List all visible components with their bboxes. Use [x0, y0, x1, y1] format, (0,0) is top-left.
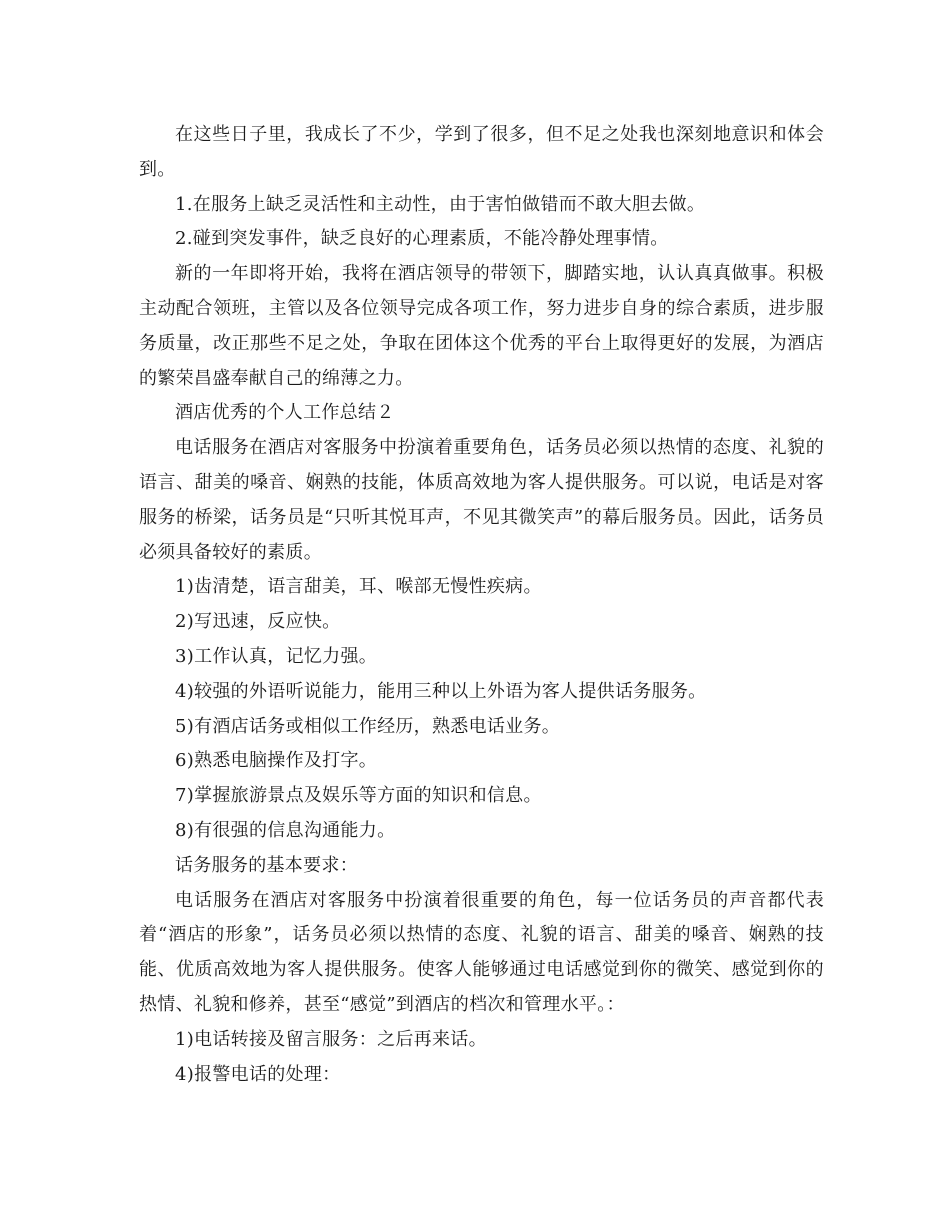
- list-item-transfer-message: 1)电话转接及留言服务：之后再来话。: [175, 1028, 487, 1050]
- paragraph-phone-service-detail: 电话服务在酒店对客服务中扮演着很重要的角色，每一位话务员的声音都代表着“酒店的形象”，话务员必须以热情的态度、礼貌的语言、甜美的嗓音、娴熟的技能、优质高效地为客人提供服务。使客人能够通过电话感觉到你的微笑、感觉到你的热情、礼貌和修养，甚至“感觉”到酒店的档次和管理水平。：: [139, 889, 824, 1015]
- document-body: [139, 118, 824, 1092]
- paragraph-shortcoming-1: 1.在服务上缺乏灵活性和主动性，由于害怕做错而不敢大胆去做。: [175, 193, 706, 215]
- paragraph-shortcoming-2: 2.碰到突发事件，缺乏良好的心理素质，不能冷静处理事情。: [175, 228, 669, 250]
- list-item-emergency-call: 4)报警电话的处理：: [175, 1063, 341, 1085]
- section-heading-summary-2: 酒店优秀的个人工作总结２: [175, 402, 395, 424]
- list-item-requirement-7: 7)掌握旅游景点及娱乐等方面的知识和信息。: [175, 785, 542, 807]
- list-item-requirement-3: 3)工作认真，记忆力强。: [175, 645, 378, 667]
- paragraph-reflection-intro: 在这些日子里，我成长了不少，学到了很多，但不足之处我也深刻地意识和体会到。: [139, 124, 824, 180]
- list-item-requirement-8: 8)有很强的信息沟通能力。: [175, 819, 396, 841]
- list-item-requirement-6: 6)熟悉电脑操作及打字。: [175, 750, 378, 772]
- paragraph-phone-service-intro: 电话服务在酒店对客服务中扮演着重要角色，话务员必须以热情的态度、礼貌的语言、甜美的嗓音、娴熟的技能，体质高效地为客人提供服务。可以说，电话是对客服务的桥梁，话务员是“只听其悦耳声，不见其微笑声”的幕后服务员。因此，话务员必须具备较好的素质。: [139, 437, 824, 563]
- list-item-requirement-4: 4)较强的外语听说能力，能用三种以上外语为客人提供话务服务。: [175, 680, 707, 702]
- list-item-requirement-1: 1)齿清楚，语言甜美，耳、喉部无慢性疾病。: [175, 576, 542, 598]
- list-item-requirement-5: 5)有酒店话务或相似工作经历，熟悉电话业务。: [175, 715, 561, 737]
- list-item-requirement-2: 2)写迅速，反应快。: [175, 611, 341, 633]
- paragraph-new-year-plan: 新的一年即将开始，我将在酒店领导的带领下，脚踏实地，认认真真做事。积极主动配合领班，主管以及各位领导完成各项工作，努力进步自身的综合素质，进步服务质量，改正那些不足之处，争取在团体这个优秀的平台上取得更好的发展，为酒店的繁荣昌盛奉献自己的绵薄之力。: [139, 263, 824, 389]
- subheading-basic-requirements: 话务服务的基本要求：: [175, 854, 358, 876]
